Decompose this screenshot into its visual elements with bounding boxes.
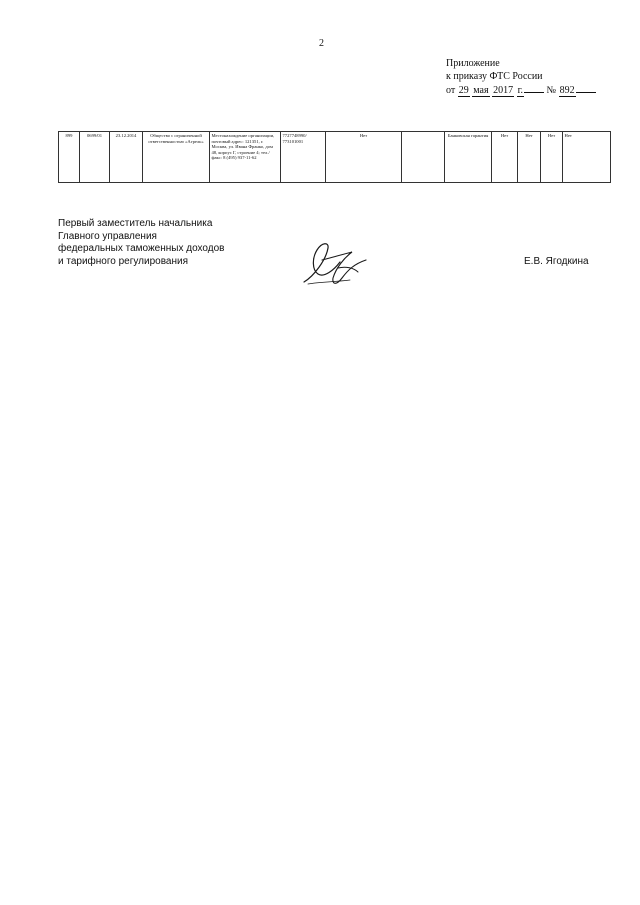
- cell-col13: Нет: [563, 132, 611, 183]
- appendix-title: Приложение: [446, 58, 500, 69]
- cell-address: Местонахождение организации, почтовый адрес: 121351, г. Москва, ул. Ивана Франко, дом 48, корпус Г, строение 4; тел./факс: 8 (495) 937-11-62: [210, 132, 281, 183]
- appendix-header: [446, 58, 596, 98]
- register-table: [58, 131, 611, 183]
- signature-image: [300, 238, 372, 290]
- underline-gap: [576, 83, 596, 93]
- table-row: [59, 132, 611, 183]
- cell-organization-name: Общество с ограниченной ответственностью «Агрель»: [143, 132, 210, 183]
- order-month: мая: [473, 85, 489, 96]
- cell-number: 899: [59, 132, 80, 183]
- date-prefix: от: [446, 85, 456, 96]
- order-number: 892: [559, 85, 575, 96]
- signer-name: Е.В. Ягодкина: [524, 256, 589, 267]
- cell-registration-number: 0699/01: [80, 132, 110, 183]
- underline-gap: [524, 83, 544, 93]
- cell-col10: Нет: [492, 132, 518, 183]
- cell-col8: [402, 132, 445, 183]
- cell-col11: Нет: [518, 132, 541, 183]
- order-year-suffix: г.: [517, 85, 524, 96]
- order-day: 29: [458, 85, 469, 96]
- signer-title-line: Первый заместитель начальника: [58, 218, 213, 229]
- signer-title: [58, 218, 224, 268]
- cell-col7: Нет: [326, 132, 402, 183]
- signer-title-line: и тарифного регулирования: [58, 255, 188, 267]
- cell-guarantee: Банковская гарантия: [445, 132, 492, 183]
- signer-title-line: федеральных таможенных доходов: [58, 243, 225, 254]
- cell-col12: Нет: [541, 132, 563, 183]
- cell-date: 23.12.2014: [110, 132, 143, 183]
- page-number: 2: [319, 38, 324, 49]
- number-sign: №: [546, 85, 557, 96]
- cell-inn-kpp: 7727748990/ 773101001: [281, 132, 326, 183]
- order-year: 2017: [493, 85, 514, 96]
- signer-title-line: Главного управления: [58, 230, 157, 242]
- appendix-date-line: [446, 83, 596, 98]
- appendix-order-ref: к приказу ФТС России: [446, 70, 543, 82]
